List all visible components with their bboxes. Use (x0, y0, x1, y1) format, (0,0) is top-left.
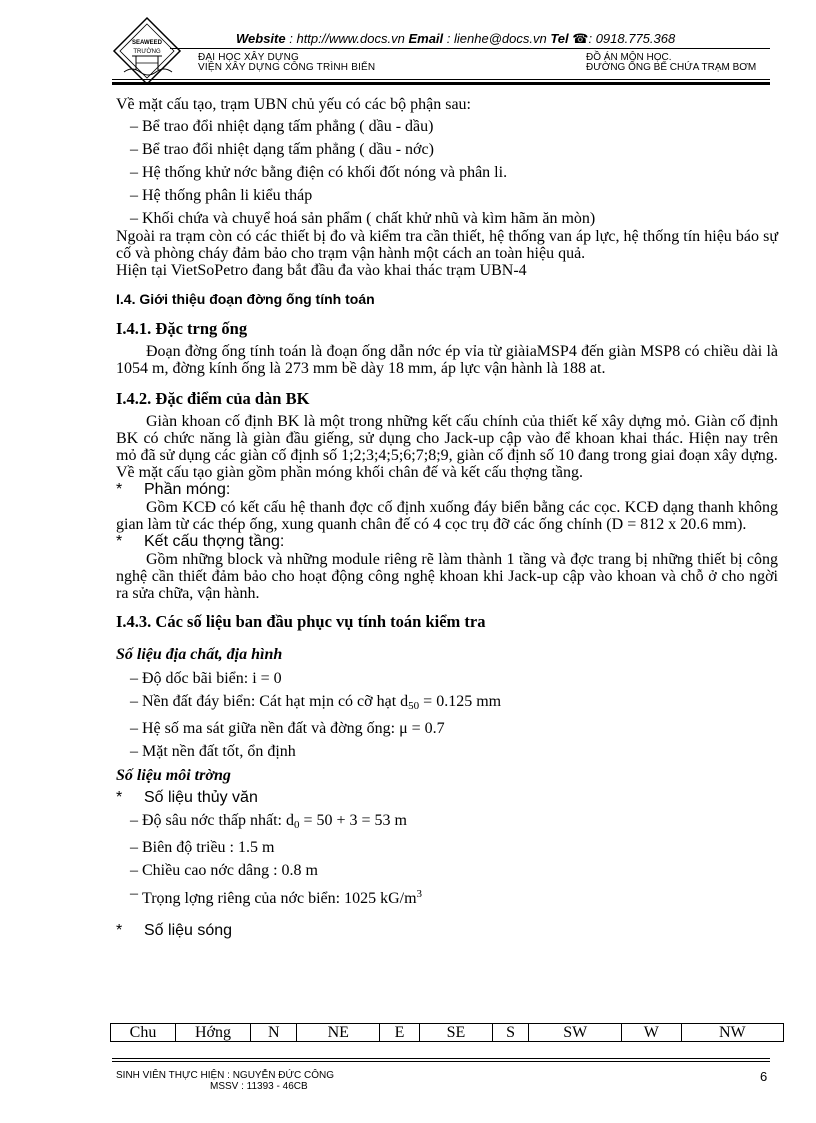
star-bullet: * (116, 789, 123, 806)
paragraph-bk-2: Về mặt cấu tạo giàn gồm phần móng khối chân đế và kết cấu thợng tầng. (116, 464, 583, 481)
foundation-label: Phần móng: (144, 481, 231, 498)
table-header-cell: SE (420, 1024, 493, 1042)
paragraph-pipe: Đoạn đờng ống tính toán là đoạn ống dẫn nớc ép vỉa từ giàiaMSP4 đến giàn MSP8 có chiều dài là 1054 m, đờng kính ống là 273 mm bề dày 18 mm, áp lực vận hành là 188 at. (116, 343, 778, 377)
student-id: MSSV : 11393 - 46CB (210, 1081, 308, 1092)
section-heading-1-4-2: I.4.2. Đặc điểm của dàn BK (116, 389, 310, 408)
list-item: – Hệ thống phân li kiểu tháp (130, 187, 778, 205)
email-value[interactable]: : lienhe@docs.vn (446, 31, 547, 46)
header-divider-thick (112, 82, 770, 85)
table-header-cell: Chu (111, 1024, 176, 1042)
project-line-1: ĐỒ ÁN MÔN HỌC. (586, 52, 672, 63)
tel-label: Tel (550, 31, 569, 46)
paragraph-current: Hiện tại VietSoPetro đang bắt đầu đa vào khai thác trạm UBN-4 (116, 262, 527, 279)
topside-heading (116, 533, 778, 551)
table-header-cell: NW (681, 1024, 783, 1042)
paragraph-bk-1: Giàn khoan cố định BK là một trong những kết cấu chính của thiết kế xây dựng mỏ. Giàn cố định BK có chức năng là giàn đầu giếng, sử dụng cho Jack-up cập vào để khoan khai thác. Hiện nay trên mỏ đã sử dụng các giàn cố định số 1;2;3;4;5;6;7;8;9, giàn cố định số 10 đang trong giai đoạn xây dựng. (116, 413, 778, 464)
page-number: 6 (760, 1069, 768, 1084)
mu-symbol: μ (399, 720, 408, 737)
intro-text: Về mặt cấu tạo, trạm UBN chủ yếu có các bộ phận sau: (116, 96, 471, 113)
d50-subscript: 50 (408, 700, 420, 712)
wave-data-table (110, 1023, 784, 1042)
document-body (116, 96, 778, 940)
paragraph-foundation: Gồm KCĐ có kết cấu hệ thanh đợc cố định xuống đáy biển bằng các cọc. KCĐ dạng thanh không gian làm từ các thép ống, xung quanh chân đế có 4 cọc trụ đỡ các ống chính (D = 812 x 20.6 mm). (116, 499, 778, 533)
geo-list (116, 670, 778, 761)
star-bullet: * (116, 922, 123, 939)
website-url[interactable]: : http://www.docs.vn (289, 31, 405, 46)
foundation-heading (116, 481, 778, 499)
topside-label: Kết cấu thợng tầng: (144, 533, 285, 550)
footer-student-info (116, 1070, 334, 1092)
header-institution (198, 53, 375, 73)
section-heading-1-4-1: I.4.1. Đặc trng ống (116, 319, 248, 338)
website-line (236, 31, 675, 47)
table-header-cell: W (621, 1024, 681, 1042)
list-item: – Chiều cao nớc dâng : 0.8 m (130, 862, 778, 880)
student-name: SINH VIÊN THỰC HIỆN : NGUYỄN ĐỨC CÔNG (116, 1070, 335, 1081)
logo-text-side: TRƯỜNG (133, 49, 161, 55)
header-project (586, 53, 756, 73)
table-header-cell: NE (297, 1024, 380, 1042)
list-item: – Trọng lợng riêng của nớc biển: 1025 $kG/m^3$ (130, 885, 778, 908)
institute-logo (112, 16, 182, 86)
hydro-label: Số liệu thủy văn (144, 789, 258, 806)
list-item: – Khối chứa và chuyể hoá sản phẩm ( chất khử nhũ và kìm hãm ăn mòn) (130, 210, 778, 228)
geo-heading: Số liệu địa chất, địa hình (116, 646, 283, 663)
table-header-cell: N (251, 1024, 297, 1042)
list-item: – Hệ số ma sát giữa nền đất và đờng ống: μ = 0.7 (130, 720, 778, 738)
phone-icon: ☎ (572, 31, 589, 46)
project-line-2: ĐƯỜNG ỐNG BỂ CHỨA TRẠM BƠM (586, 62, 757, 73)
star-bullet: * (116, 533, 123, 550)
d0-subscript: 0 (293, 819, 300, 831)
hydro-list (116, 812, 778, 908)
components-list (116, 118, 778, 228)
list-item: – Biên độ triều : 1.5 m (130, 839, 778, 857)
hydro-heading (116, 789, 778, 807)
tel-value: : 0918.775.368 (588, 31, 676, 46)
list-item: – Độ sâu nớc thấp nhất: $d_0 = 50 + 3 = 53$ m (130, 812, 778, 834)
university-name: ĐẠI HỌC XÂY DỰNG (198, 52, 300, 63)
section-heading-1-4-3: I.4.3. Các số liệu ban đầu phục vụ tính toán kiểm tra (116, 612, 486, 631)
list-item: – Hệ thống khử nớc bằng điện có khối đốt nóng và phân li. (130, 164, 778, 182)
star-bullet: * (116, 481, 123, 498)
cube-superscript: 3 (416, 888, 423, 900)
table-header-cell: E (380, 1024, 420, 1042)
logo-text-top: SEAWEED (131, 40, 163, 46)
table-header-cell: S (492, 1024, 529, 1042)
list-item: – Bể trao đổi nhiệt dạng tấm phẳng ( dầu - nớc) (130, 141, 778, 159)
paragraph-topside: Gồm những block và những module riêng rẽ làm thành 1 tầng và đợc trang bị những thiết bị công nghệ cần thiết đảm bảo cho hoạt động công nghệ khoan khi Jack-up cập vào khoan và chỗ ở cho ngời ra sửa chữa, vận hành. (116, 551, 778, 602)
header-divider-thin (112, 79, 770, 80)
table-header-cell: Hớng (176, 1024, 251, 1042)
table-header-cell: SW (529, 1024, 622, 1042)
list-item: – Nền đất đáy biển: Cát hạt mịn có cỡ hạt $d_{50} = 0.125$ mm (130, 693, 778, 715)
list-item: – Độ dốc bãi biển: i = 0 (130, 670, 778, 688)
header-rule (170, 48, 770, 49)
paragraph-other-equipment: Ngoài ra trạm còn có các thiết bị đo và kiểm tra cần thiết, hệ thống van áp lực, hệ thống tín hiệu báo sự cố và phòng cháy đảm bảo cho trạm vận hành một cách an toàn hiệu quả. (116, 228, 778, 262)
footer-divider-top (112, 1058, 770, 1059)
wave-heading (116, 922, 778, 940)
wave-label: Số liệu sóng (144, 922, 233, 939)
institute-name: VIỆN XÂY DỰNG CÔNG TRÌNH BIỂN (198, 62, 376, 73)
list-item: – Bể trao đổi nhiệt dạng tấm phẳng ( dầu - dầu) (130, 118, 778, 136)
list-item: – Mặt nền đất tốt, ổn định (130, 743, 778, 761)
env-heading: Số liệu môi trờng (116, 767, 231, 784)
email-label: Email (408, 31, 444, 46)
website-label: Website (236, 31, 286, 46)
table-row (111, 1024, 784, 1042)
section-heading-1-4: I.4. Giới thiệu đoạn đờng ống tính toán (116, 291, 375, 307)
footer-divider-bottom (112, 1061, 770, 1062)
